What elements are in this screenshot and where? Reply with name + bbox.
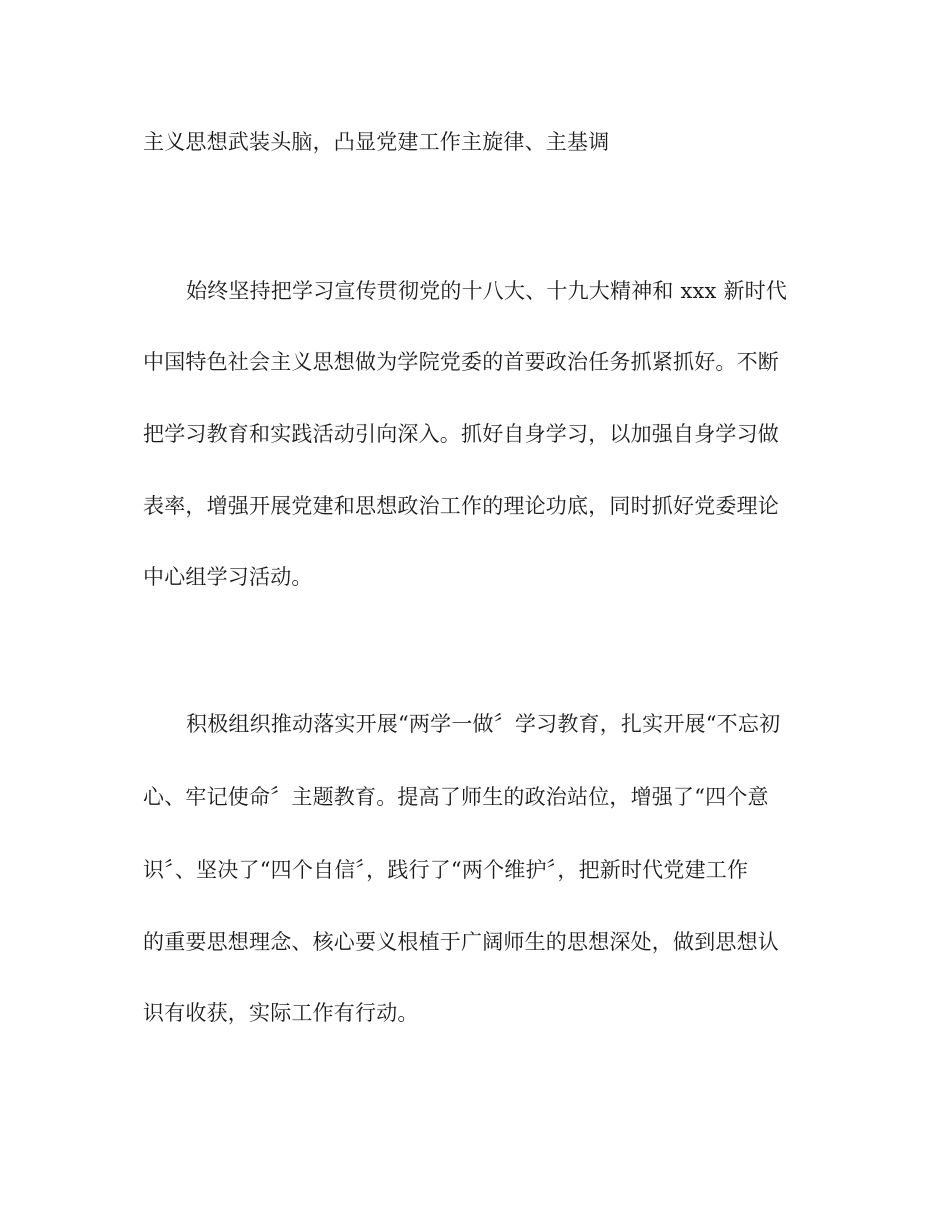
paragraph-2-line-3: 把学习教育和实践活动引向深入。抓好自身学习，以加强自身学习做 [143, 422, 779, 446]
paragraph-1-line-1: 主义思想武装头脑，凸显党建工作主旋律、主基调 [143, 130, 610, 154]
paragraph-3-line-5: 识有收获，实际工作有行动。 [143, 1001, 419, 1025]
paragraph-2-line-5: 中心组学习活动。 [143, 565, 313, 589]
paragraph-3-line-3: 识〞、坚决了“四个自信〞，践行了“两个维护〞，把新时代党建工作 [143, 858, 749, 882]
paragraph-2-line-4: 表率，增强开展党建和思想政治工作的理论功底，同时抓好党委理论 [143, 494, 779, 518]
paragraph-3-line-1: 积极组织推动落实开展“两学一做〞学习教育，扎实开展“不忘初 [186, 712, 781, 736]
paragraph-2-line-1: 始终坚持把学习宣传贯彻党的十八大、十九大精神和 xxx 新时代 [186, 279, 788, 303]
paragraph-3-line-4: 的重要思想理念、核心要义根植于广阔师生的思想深处，做到思想认 [143, 930, 779, 954]
paragraph-3-line-2: 心、牢记使命〞主题教育。提高了师生的政治站位，增强了“四个意 [143, 785, 769, 809]
paragraph-2-line-2: 中国特色社会主义思想做为学院党委的首要政治任务抓紧抓好。不断 [143, 350, 779, 374]
